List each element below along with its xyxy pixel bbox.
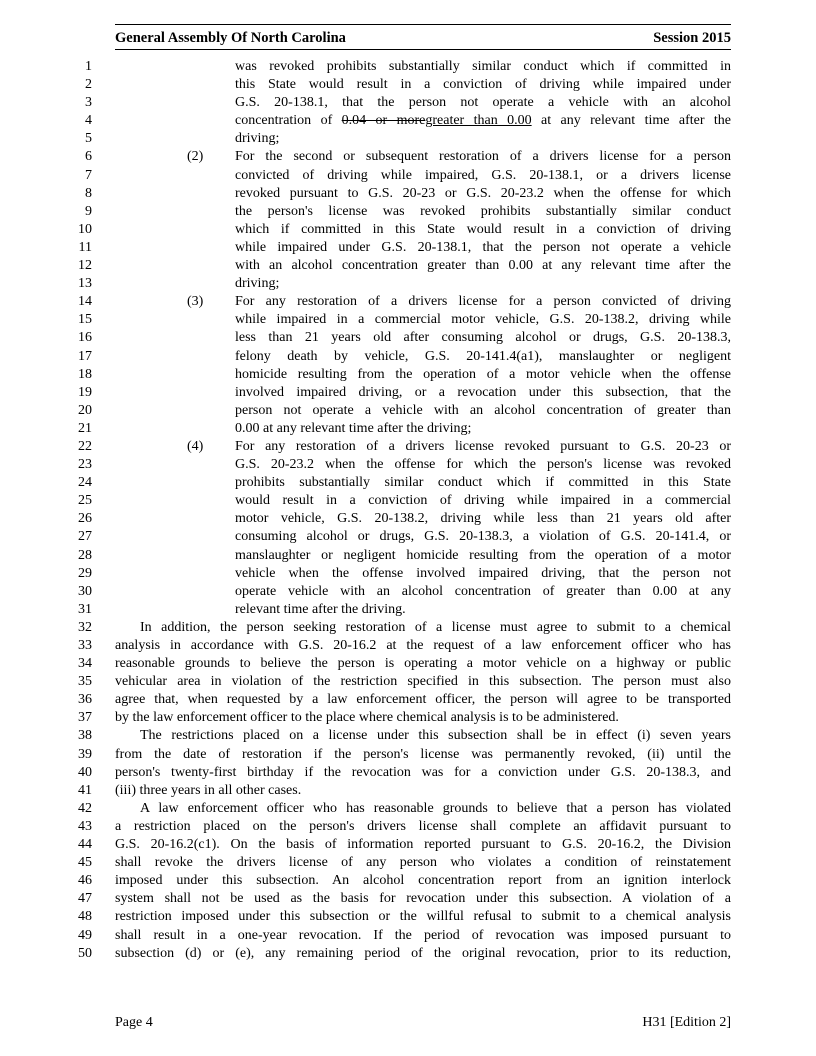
text-line: this State would result in a conviction of driving while impaired under xyxy=(235,77,731,93)
text-line: In addition, the person seeking restoration of a license must agree to submit to a chemical xyxy=(140,619,731,635)
line-number: 2 xyxy=(85,77,92,93)
line-number: 10 xyxy=(78,221,92,237)
line-number: 22 xyxy=(78,438,92,454)
line-number: 21 xyxy=(78,420,92,436)
text-line: system shall not be used as the basis for revocation under this subsection. A violation of a xyxy=(115,891,731,907)
header-session: Session 2015 xyxy=(653,30,731,46)
text-line: (iii) three years in all other cases. xyxy=(115,782,302,798)
text-line: involved impaired driving, or a revocation under this subsection, that the xyxy=(235,384,731,400)
text-line: analysis in accordance with G.S. 20-16.2 at the request of a law enforcement officer who has xyxy=(115,638,731,653)
text-segment: at any relevant time after the xyxy=(531,113,731,129)
line-number: 42 xyxy=(78,800,92,816)
line-number: 1 xyxy=(85,59,92,74)
line-number: 26 xyxy=(78,511,92,527)
line-number: 3 xyxy=(85,95,92,111)
line-number: 23 xyxy=(78,457,92,473)
line-number: 4 xyxy=(85,113,92,129)
line-number: 12 xyxy=(78,258,92,274)
line-number: 7 xyxy=(85,167,92,183)
text-line xyxy=(115,438,731,456)
text-line: person's twenty-first birthday if the revocation was for a conviction under G.S. 20-138.3, and xyxy=(115,764,731,780)
line-number: 15 xyxy=(78,312,92,328)
item-number: (2) xyxy=(187,149,204,165)
line-number: 48 xyxy=(78,909,92,925)
text-line: 0.00 at any relevant time after the driving; xyxy=(235,420,472,436)
text-line: homicide resulting from the operation of a motor vehicle when the offense xyxy=(235,366,731,382)
text-line: less than 21 years old after consuming alcohol or drugs, G.S. 20-138.3, xyxy=(235,330,731,346)
text-line: manslaughter or negligent homicide resulting from the operation of a motor xyxy=(235,547,731,563)
text-segment: concentration of xyxy=(235,113,342,129)
line-number: 30 xyxy=(78,583,92,599)
line-number: 20 xyxy=(78,402,92,418)
line-number: 43 xyxy=(78,818,92,834)
line-number: 6 xyxy=(85,149,92,165)
text-line: G.S. 20-16.2(c1). On the basis of information reported pursuant to G.S. 20-16.2, the Division xyxy=(115,837,731,853)
line-number: 5 xyxy=(85,131,92,147)
line-number: 16 xyxy=(78,330,92,346)
text-segment: For the second or subsequent restoration of a drivers license for a person xyxy=(235,149,731,165)
text-line: operate vehicle with an alcohol concentration of greater than 0.00 at any xyxy=(235,583,731,599)
text-line: with an alcohol concentration greater than 0.00 at any relevant time after the xyxy=(235,258,731,274)
text-line: The restrictions placed on a license under this subsection shall be in effect (i) seven years xyxy=(140,728,731,744)
line-number: 17 xyxy=(78,348,92,364)
line-number: 28 xyxy=(78,547,92,563)
page-number: Page 4 xyxy=(115,1015,153,1030)
text-line: shall revoke the drivers license of any person who violates a condition of reinstatement xyxy=(115,855,731,871)
text-line: which if committed in this State would result in a conviction of driving xyxy=(235,221,731,237)
line-number: 29 xyxy=(78,565,92,581)
text-line: by the law enforcement officer to the place where chemical analysis is to be administered. xyxy=(115,710,619,726)
text-line: shall result in a one-year revocation. If the period of revocation was imposed pursuant to xyxy=(115,927,731,943)
text-line: motor vehicle, G.S. 20-138.2, driving while less than 21 years old after xyxy=(235,511,731,527)
text-line: vehicular area in violation of the restriction specified in this subsection. The person must also xyxy=(115,674,731,690)
line-number: 9 xyxy=(85,203,92,219)
text-line: while impaired under G.S. 20-138.1, that the person not operate a vehicle xyxy=(235,239,731,255)
text-line: from the date of restoration if the person's license was permanently revoked, (ii) until the xyxy=(115,746,731,762)
text-line-amended xyxy=(115,112,731,130)
line-number: 38 xyxy=(78,728,92,744)
deleted-text: 0.04 or more xyxy=(341,113,426,129)
line-number: 47 xyxy=(78,891,92,907)
line-number: 24 xyxy=(78,475,92,491)
text-line: agree that, when requested by a law enforcement officer, the person will agree to be transported xyxy=(115,692,731,708)
line-number: 35 xyxy=(78,674,92,690)
line-number: 27 xyxy=(78,529,92,545)
text-line: G.S. 20-138.1, that the person not operate a vehicle with an alcohol xyxy=(235,95,731,111)
bill-edition: H31 [Edition 2] xyxy=(642,1015,731,1030)
text-line: restriction imposed under this subsection or the willful refusal to submit to a chemical analysis xyxy=(115,909,731,925)
text-line: convicted of driving while impaired, G.S. 20-138.1, or a drivers license xyxy=(235,167,731,183)
text-line: driving; xyxy=(235,276,280,292)
line-number: 19 xyxy=(78,384,92,400)
text-line: person not operate a vehicle with an alcohol concentration of greater than xyxy=(235,402,731,418)
document-body xyxy=(115,58,731,963)
text-line: reasonable grounds to believe the person is operating a motor vehicle on a highway or public xyxy=(115,656,731,672)
line-number: 36 xyxy=(78,692,92,708)
line-number: 33 xyxy=(78,638,92,653)
line-number: 14 xyxy=(78,294,92,310)
line-number: 50 xyxy=(78,945,92,961)
text-line: revoked pursuant to G.S. 20-23 or G.S. 20-23.2 when the offense for which xyxy=(235,185,731,201)
text-line: prohibits substantially similar conduct which if committed in this State xyxy=(235,475,731,491)
line-number: 46 xyxy=(78,873,92,889)
text-line: was revoked prohibits substantially similar conduct which if committed in xyxy=(235,59,731,74)
text-line: the person's license was revoked prohibits substantially similar conduct xyxy=(235,203,731,219)
text-line: vehicle when the offense involved impaired driving, that the person not xyxy=(235,565,731,581)
text-line: while impaired in a commercial motor vehicle, G.S. 20-138.2, driving while xyxy=(235,312,731,328)
text-line: A law enforcement officer who has reasonable grounds to believe that a person has violated xyxy=(140,800,731,816)
line-number: 25 xyxy=(78,493,92,509)
text-line: would result in a conviction of driving while impaired in a commercial xyxy=(235,493,731,509)
line-number: 44 xyxy=(78,837,92,853)
line-number: 31 xyxy=(78,601,92,617)
line-number: 11 xyxy=(78,239,92,255)
line-numbers xyxy=(60,58,92,963)
line-number: 39 xyxy=(78,746,92,762)
line-number: 37 xyxy=(78,710,92,726)
inserted-text: greater than 0.00 xyxy=(425,113,532,129)
text-line: relevant time after the driving. xyxy=(235,601,406,617)
line-number: 49 xyxy=(78,927,92,943)
item-number: (3) xyxy=(187,294,204,310)
line-number: 40 xyxy=(78,764,92,780)
line-number: 8 xyxy=(85,185,92,201)
header-title: General Assembly Of North Carolina xyxy=(115,30,346,46)
line-number: 18 xyxy=(78,366,92,382)
line-number: 32 xyxy=(78,619,92,635)
text-line: imposed under this subsection. An alcohol concentration report from an ignition interlock xyxy=(115,873,731,889)
text-line xyxy=(115,293,731,311)
text-line: G.S. 20-23.2 when the offense for which the person's license was revoked xyxy=(235,457,731,473)
text-line: a restriction placed on the person's drivers license shall complete an affidavit pursuant to xyxy=(115,818,731,834)
text-segment: For any restoration of a drivers license for a person convicted of driving xyxy=(235,294,731,310)
text-segment: For any restoration of a drivers license revoked pursuant to G.S. 20-23 or xyxy=(235,438,731,454)
text-line xyxy=(115,148,731,166)
line-number: 34 xyxy=(78,656,92,672)
line-number: 41 xyxy=(78,782,92,798)
text-line: consuming alcohol or drugs, G.S. 20-138.3, a violation of G.S. 20-141.4, or xyxy=(235,529,731,545)
page-header xyxy=(115,24,731,50)
line-number: 45 xyxy=(78,855,92,871)
item-number: (4) xyxy=(187,438,204,454)
line-number: 13 xyxy=(78,276,92,292)
text-line: subsection (d) or (e), any remaining period of the original revocation, prior to its reduction, xyxy=(115,945,731,961)
text-line: felony death by vehicle, G.S. 20-141.4(a1), manslaughter or negligent xyxy=(235,348,731,364)
text-line: driving; xyxy=(235,131,280,147)
